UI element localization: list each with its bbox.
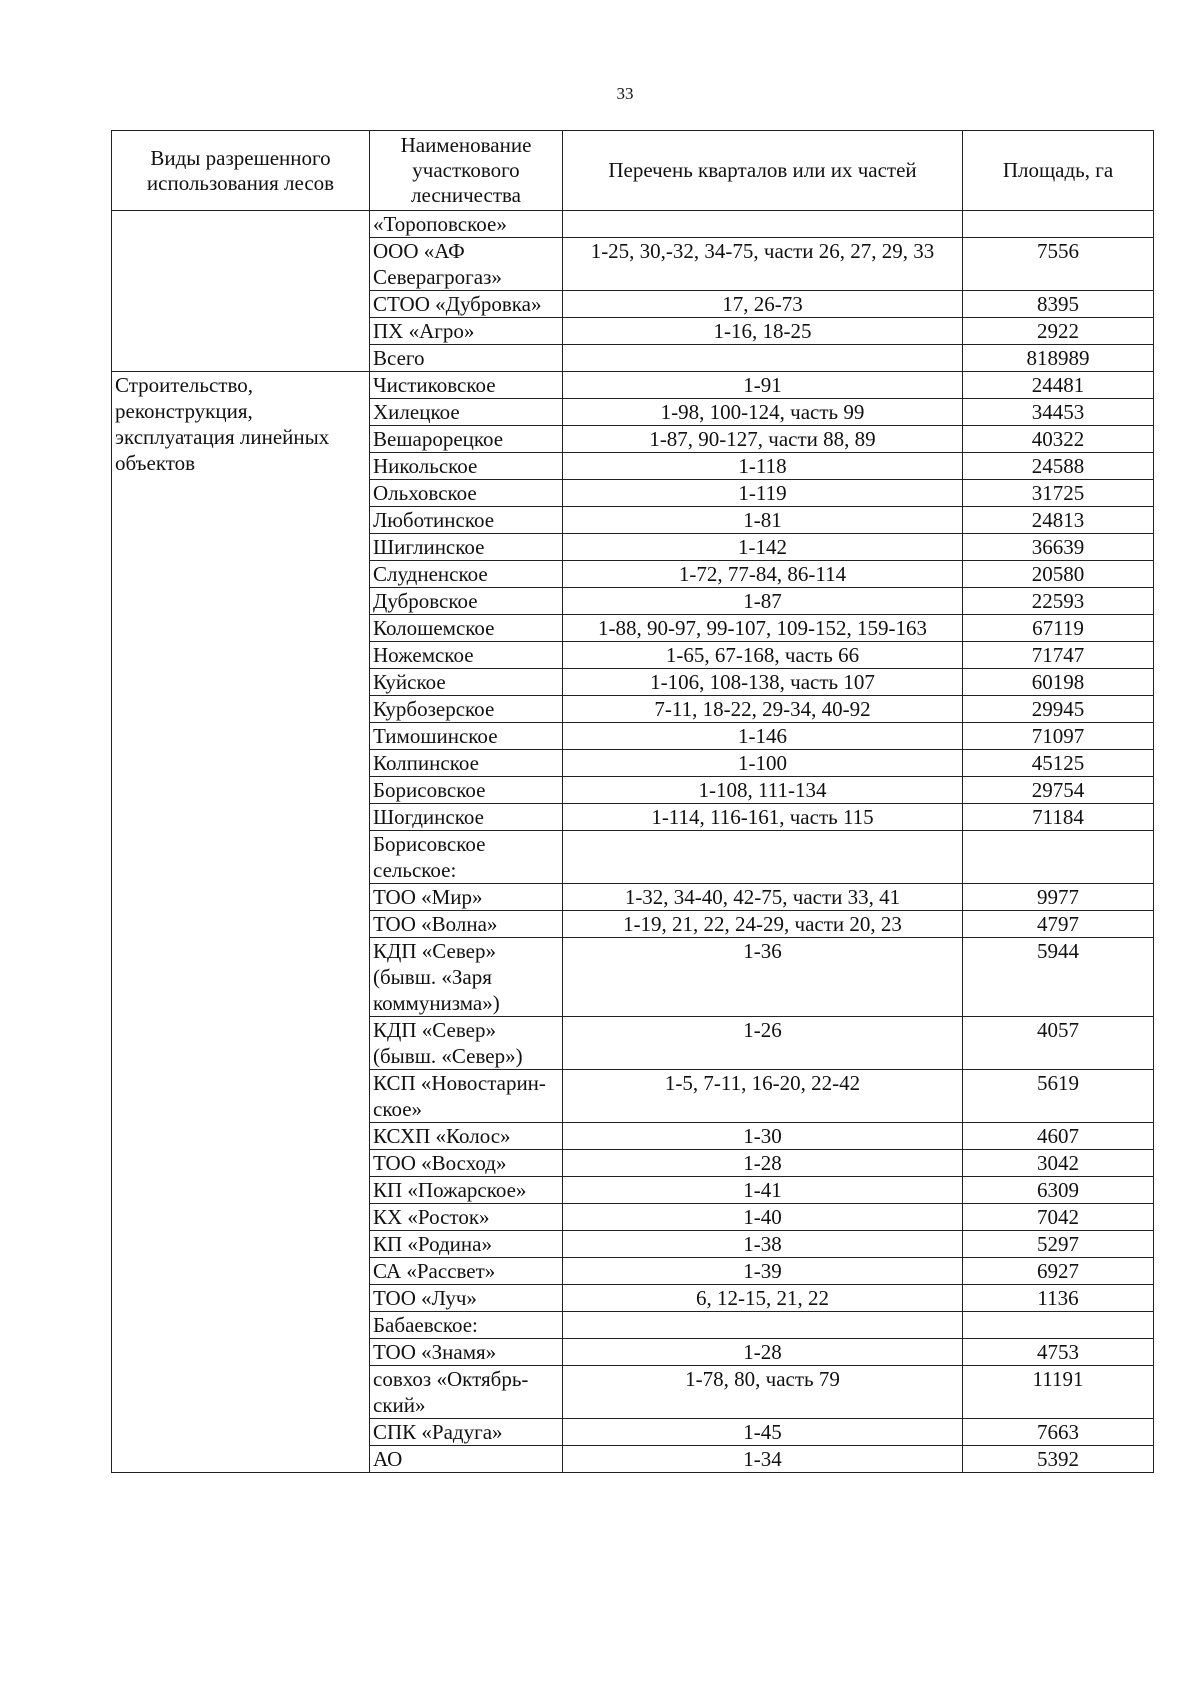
quarters-cell: 1-28	[563, 1339, 963, 1366]
forestry-name-cell: Шиглинское	[370, 534, 563, 561]
forestry-name-cell: Борисовское сельское:	[370, 831, 563, 884]
forestry-name-cell: СА «Рассвет»	[370, 1258, 563, 1285]
usage-type-cell	[112, 211, 370, 372]
forestry-name-cell: Курбозерское	[370, 696, 563, 723]
quarters-cell: 1-40	[563, 1204, 963, 1231]
quarters-cell: 1-146	[563, 723, 963, 750]
quarters-cell	[563, 211, 963, 238]
area-cell: 4057	[963, 1017, 1154, 1070]
forestry-name-cell: ТОО «Луч»	[370, 1285, 563, 1312]
forestry-name-cell: Всего	[370, 345, 563, 372]
quarters-cell: 1-119	[563, 480, 963, 507]
header-quarters-list: Перечень кварталов или их частей	[563, 131, 963, 211]
quarters-cell: 1-91	[563, 372, 963, 399]
quarters-cell: 1-34	[563, 1446, 963, 1473]
quarters-cell: 1-106, 108-138, часть 107	[563, 669, 963, 696]
table-row	[112, 211, 1154, 238]
area-cell: 60198	[963, 669, 1154, 696]
area-cell: 29754	[963, 777, 1154, 804]
area-cell: 7556	[963, 238, 1154, 291]
quarters-cell: 17, 26-73	[563, 291, 963, 318]
area-cell	[963, 1312, 1154, 1339]
quarters-cell: 1-32, 34-40, 42-75, части 33, 41	[563, 884, 963, 911]
table-row	[112, 372, 1154, 399]
quarters-cell: 6, 12-15, 21, 22	[563, 1285, 963, 1312]
quarters-cell: 1-118	[563, 453, 963, 480]
forestry-name-cell: КП «Пожарское»	[370, 1177, 563, 1204]
quarters-cell: 1-30	[563, 1123, 963, 1150]
area-cell: 6927	[963, 1258, 1154, 1285]
quarters-cell: 1-45	[563, 1419, 963, 1446]
forestry-name-cell: ТОО «Восход»	[370, 1150, 563, 1177]
quarters-cell	[563, 831, 963, 884]
area-cell: 40322	[963, 426, 1154, 453]
header-area: Площадь, га	[963, 131, 1154, 211]
area-cell	[963, 831, 1154, 884]
forestry-name-cell: КХ «Росток»	[370, 1204, 563, 1231]
forestry-name-cell: Колошемское	[370, 615, 563, 642]
quarters-cell: 1-78, 80, часть 79	[563, 1366, 963, 1419]
forestry-name-cell: КДП «Север» (бывш. «Заря коммунизма»)	[370, 938, 563, 1017]
forestry-name-cell: «Тороповское»	[370, 211, 563, 238]
area-cell: 818989	[963, 345, 1154, 372]
area-cell: 7042	[963, 1204, 1154, 1231]
area-cell: 5392	[963, 1446, 1154, 1473]
area-cell: 5619	[963, 1070, 1154, 1123]
forestry-name-cell: ТОО «Волна»	[370, 911, 563, 938]
area-cell: 29945	[963, 696, 1154, 723]
quarters-cell: 1-88, 90-97, 99-107, 109-152, 159-163	[563, 615, 963, 642]
area-cell: 24813	[963, 507, 1154, 534]
area-cell: 11191	[963, 1366, 1154, 1419]
quarters-cell: 1-16, 18-25	[563, 318, 963, 345]
area-cell: 20580	[963, 561, 1154, 588]
quarters-cell: 1-41	[563, 1177, 963, 1204]
quarters-cell: 1-28	[563, 1150, 963, 1177]
forestry-name-cell: Борисовское	[370, 777, 563, 804]
forestry-name-cell: Куйское	[370, 669, 563, 696]
forestry-name-cell: ТОО «Знамя»	[370, 1339, 563, 1366]
area-cell: 71184	[963, 804, 1154, 831]
area-cell: 5297	[963, 1231, 1154, 1258]
quarters-cell: 1-114, 116-161, часть 115	[563, 804, 963, 831]
header-usage-type: Виды разрешенного использования лесов	[112, 131, 370, 211]
forest-usage-table	[111, 130, 1154, 1473]
quarters-cell	[563, 1312, 963, 1339]
forestry-name-cell: СПК «Радуга»	[370, 1419, 563, 1446]
quarters-cell: 1-108, 111-134	[563, 777, 963, 804]
area-cell: 36639	[963, 534, 1154, 561]
quarters-cell: 1-38	[563, 1231, 963, 1258]
area-cell: 24588	[963, 453, 1154, 480]
forestry-name-cell: Бабаевское:	[370, 1312, 563, 1339]
area-cell: 4753	[963, 1339, 1154, 1366]
forestry-name-cell: Люботинское	[370, 507, 563, 534]
forestry-name-cell: Колпинское	[370, 750, 563, 777]
area-cell: 2922	[963, 318, 1154, 345]
quarters-cell: 1-87, 90-127, части 88, 89	[563, 426, 963, 453]
area-cell: 5944	[963, 938, 1154, 1017]
area-cell	[963, 211, 1154, 238]
quarters-cell: 1-25, 30,-32, 34-75, части 26, 27, 29, 33	[563, 238, 963, 291]
area-cell: 3042	[963, 1150, 1154, 1177]
area-cell: 34453	[963, 399, 1154, 426]
forestry-name-cell: Дубровское	[370, 588, 563, 615]
quarters-cell: 1-87	[563, 588, 963, 615]
quarters-cell: 1-72, 77-84, 86-114	[563, 561, 963, 588]
area-cell: 7663	[963, 1419, 1154, 1446]
area-cell: 71747	[963, 642, 1154, 669]
forestry-name-cell: Шогдинское	[370, 804, 563, 831]
quarters-cell: 7-11, 18-22, 29-34, 40-92	[563, 696, 963, 723]
area-cell: 1136	[963, 1285, 1154, 1312]
area-cell: 45125	[963, 750, 1154, 777]
forestry-name-cell: ТОО «Мир»	[370, 884, 563, 911]
forestry-name-cell: Тимошинское	[370, 723, 563, 750]
forestry-name-cell: КДП «Север» (бывш. «Север»)	[370, 1017, 563, 1070]
forestry-name-cell: Ножемское	[370, 642, 563, 669]
area-cell: 22593	[963, 588, 1154, 615]
forestry-name-cell: совхоз «Октябрь-ский»	[370, 1366, 563, 1419]
forestry-name-cell: КСХП «Колос»	[370, 1123, 563, 1150]
forestry-name-cell: Слудненское	[370, 561, 563, 588]
forestry-name-cell: Хилецкое	[370, 399, 563, 426]
quarters-cell: 1-5, 7-11, 16-20, 22-42	[563, 1070, 963, 1123]
quarters-cell: 1-19, 21, 22, 24-29, части 20, 23	[563, 911, 963, 938]
area-cell: 8395	[963, 291, 1154, 318]
area-cell: 9977	[963, 884, 1154, 911]
forestry-name-cell: АО	[370, 1446, 563, 1473]
area-cell: 6309	[963, 1177, 1154, 1204]
forestry-name-cell: КСП «Новостарин-ское»	[370, 1070, 563, 1123]
quarters-cell: 1-142	[563, 534, 963, 561]
forestry-name-cell: Никольское	[370, 453, 563, 480]
quarters-cell: 1-98, 100-124, часть 99	[563, 399, 963, 426]
forestry-name-cell: КП «Родина»	[370, 1231, 563, 1258]
forestry-name-cell: СТОО «Дубровка»	[370, 291, 563, 318]
quarters-cell: 1-26	[563, 1017, 963, 1070]
area-cell: 4607	[963, 1123, 1154, 1150]
forestry-name-cell: ПХ «Агро»	[370, 318, 563, 345]
quarters-cell: 1-100	[563, 750, 963, 777]
header-forestry-name: Наименование участкового лесничества	[370, 131, 563, 211]
quarters-cell: 1-39	[563, 1258, 963, 1285]
forestry-name-cell: ООО «АФ Северагрогаз»	[370, 238, 563, 291]
area-cell: 71097	[963, 723, 1154, 750]
forestry-name-cell: Вешарорецкое	[370, 426, 563, 453]
area-cell: 4797	[963, 911, 1154, 938]
table-header-row	[112, 131, 1154, 211]
area-cell: 24481	[963, 372, 1154, 399]
quarters-cell: 1-81	[563, 507, 963, 534]
area-cell: 67119	[963, 615, 1154, 642]
quarters-cell: 1-36	[563, 938, 963, 1017]
quarters-cell	[563, 345, 963, 372]
forestry-name-cell: Ольховское	[370, 480, 563, 507]
area-cell: 31725	[963, 480, 1154, 507]
forestry-name-cell: Чистиковское	[370, 372, 563, 399]
usage-type-cell: Строительство, реконструкция, эксплуатация линейных объектов	[112, 372, 370, 1473]
page-number: 33	[616, 84, 634, 103]
quarters-cell: 1-65, 67-168, часть 66	[563, 642, 963, 669]
